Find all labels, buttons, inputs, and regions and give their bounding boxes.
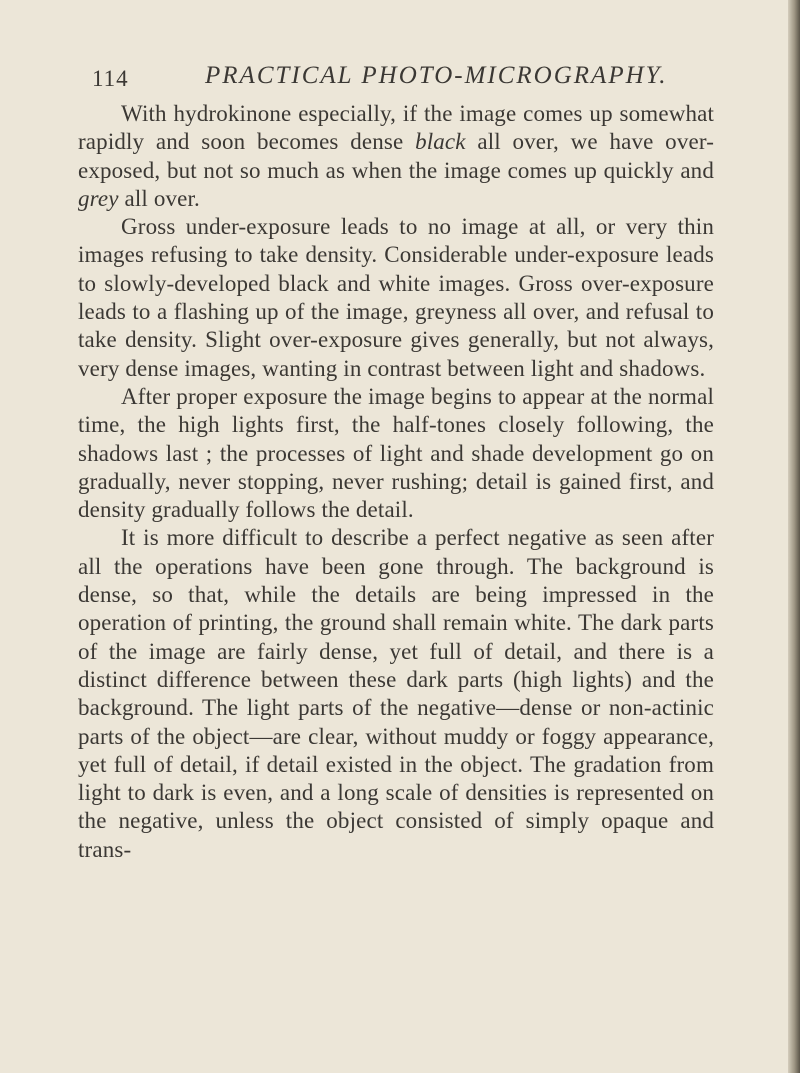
italic-text: grey [78,185,119,211]
text-segment: With hydrokinone especially, if the image comes up somewhat rapidly and soon becomes dense [78,101,714,155]
paragraph [78,213,714,383]
page-header [92,62,712,96]
text-segment: Gross under-exposure leads to no image at all, or very thin images refusing to take density. Considerable under-exposure leads to slowly-developed black and white images. Gross over-exposure leads to a flashing up of the image, greyness all over, and refusal to take density. Slight over-exposure gives generally, but not always, very dense images, wanting in contrast between light and shadows. [78,214,714,381]
text-segment: all over, we have over-exposed, but not so much as when the image comes up quickly and [78,129,715,183]
running-head: PRACTICAL PHOTO-MICROGRAPHY. [205,62,668,89]
text-segment: It is more difficult to describe a perfect negative as seen after all the operations have been gone through. The background is dense, so that, while the details are being impressed in the operation of printing, the ground shall remain white. The dark parts of the image are fairly dense, yet full of detail, and there is a distinct difference between these dark parts (high lights) and the background. The light parts of the negative—dense or non-actinic parts of the object—are clear, without muddy or foggy appearance, yet full of detail, if detail existed in the object. The gradation from light to dark is even, and a long scale of densities is represented on the negative, unless the object consisted of simply opaque and trans- [78,525,714,862]
paragraph [78,524,714,864]
italic-text: black [415,129,466,155]
page-number: 114 [92,66,129,91]
text-segment: After proper exposure the image begins to appear at the normal time, the high lights first, the half-tones closely following, the shadows last ; the processes of light and shade development go on gradually, never stopping, never rushing; detail is gained first, and density gradually follows the detail. [78,383,714,523]
paragraph [78,100,714,213]
body-text [78,100,714,864]
page-edge-shadow [788,0,800,1073]
paragraph [78,383,714,524]
text-segment: all over. [118,185,200,211]
